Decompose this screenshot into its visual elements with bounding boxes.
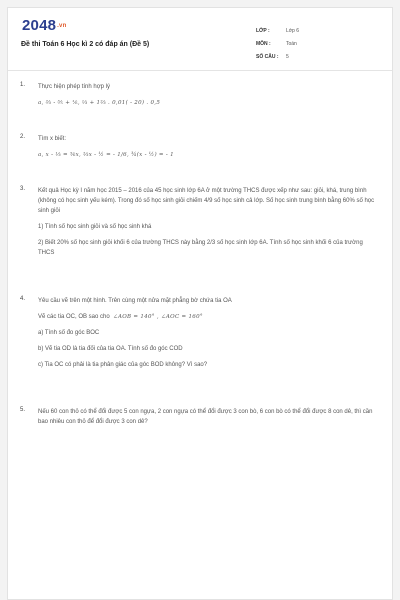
question-part: b) Vẽ tia OD là tia đối của tia OA. Tính số đo góc COD: [38, 346, 183, 352]
question-body: [38, 407, 380, 433]
question-text: Kết quả Học kỳ I năm học 2015 – 2016 của 45 học sinh lớp 6A ở một trường THCS được xếp như sau: giỏi, khá, trung bình (không có học sinh yếu kém). Trong đó số học sinh giỏi chiếm 4/9 số học sinh cả lớp. Số học sinh trung bình bằng 60% số học sinh giỏi: [38, 188, 375, 214]
question-number: 3.: [20, 186, 26, 192]
question-number: 1.: [20, 82, 26, 88]
question-math: a, x - ⅓ = ⅚x, ⅔x - ½ = - 1/6, ¾(x - ½) = - 1: [38, 152, 174, 158]
document-meta: [256, 24, 376, 63]
document-header: [8, 8, 392, 71]
brand-number: 2048: [22, 17, 57, 34]
question-part: a) Tính số đo góc BOC: [38, 330, 100, 336]
question-part: c) Tia OC có phải là tia phân giác của góc BOD không? Vì sao?: [38, 362, 208, 368]
question-text: Tìm x biết:: [38, 136, 67, 142]
question-text: Nếu 60 con thỏ có thể đổi được 5 con ngựa, 2 con ngựa có thể đổi được 3 con bò, 6 con bò có thể đổi được 8 con dê, thì cần bao nhiêu con thỏ để đổi được 3 con dê?: [38, 409, 373, 425]
question-line-text: Vẽ các tia OC, OB sao cho: [38, 314, 110, 320]
question-part: 1) Tính số học sinh giỏi và số học sinh khá: [38, 224, 152, 230]
meta-label: LỚP :: [256, 27, 270, 34]
question-number: 4.: [20, 296, 26, 302]
question-body: [38, 82, 380, 114]
question-math: ∠AOB = 140° , ∠AOC = 160°: [113, 314, 203, 320]
meta-value: Lớp 6: [286, 27, 300, 34]
question-body: [38, 134, 380, 166]
document-page: [7, 7, 393, 600]
question-part: 2) Biết 20% số học sinh giỏi khối 6 của trường THCS này bằng 2/3 số học sinh lớp 6A. Tính số học sinh khối 6 của trường THCS: [38, 240, 363, 256]
page-title: Đề thi Toán 6 Học kì 2 có đáp án (Đề 5): [21, 41, 150, 48]
meta-label: SỐ CÂU :: [256, 53, 279, 60]
question-math: a, ⅔ - ⅗ + ⅙, ⅓ + 1⅔ . 0,01( - 20) . 0,5: [38, 100, 161, 106]
meta-row-count: [256, 50, 376, 63]
meta-label: MÔN :: [256, 40, 271, 47]
brand-suffix: .vn: [57, 23, 67, 30]
meta-value: 5: [286, 53, 289, 60]
question-text: Yêu cầu vẽ trên một hình. Trên cùng một nửa mặt phẳng bờ chứa tia OA: [38, 298, 232, 304]
question-number: 5.: [20, 407, 26, 413]
question-text: Thực hiện phép tính hợp lý: [38, 84, 110, 90]
question-body: [38, 186, 380, 264]
meta-row-subject: [256, 37, 376, 50]
meta-row-class: [256, 24, 376, 37]
question-body: [38, 296, 380, 376]
meta-value: Toán: [286, 40, 297, 47]
question-line: [38, 312, 380, 322]
question-number: 2.: [20, 134, 26, 140]
brand-logo[interactable]: [22, 17, 66, 34]
